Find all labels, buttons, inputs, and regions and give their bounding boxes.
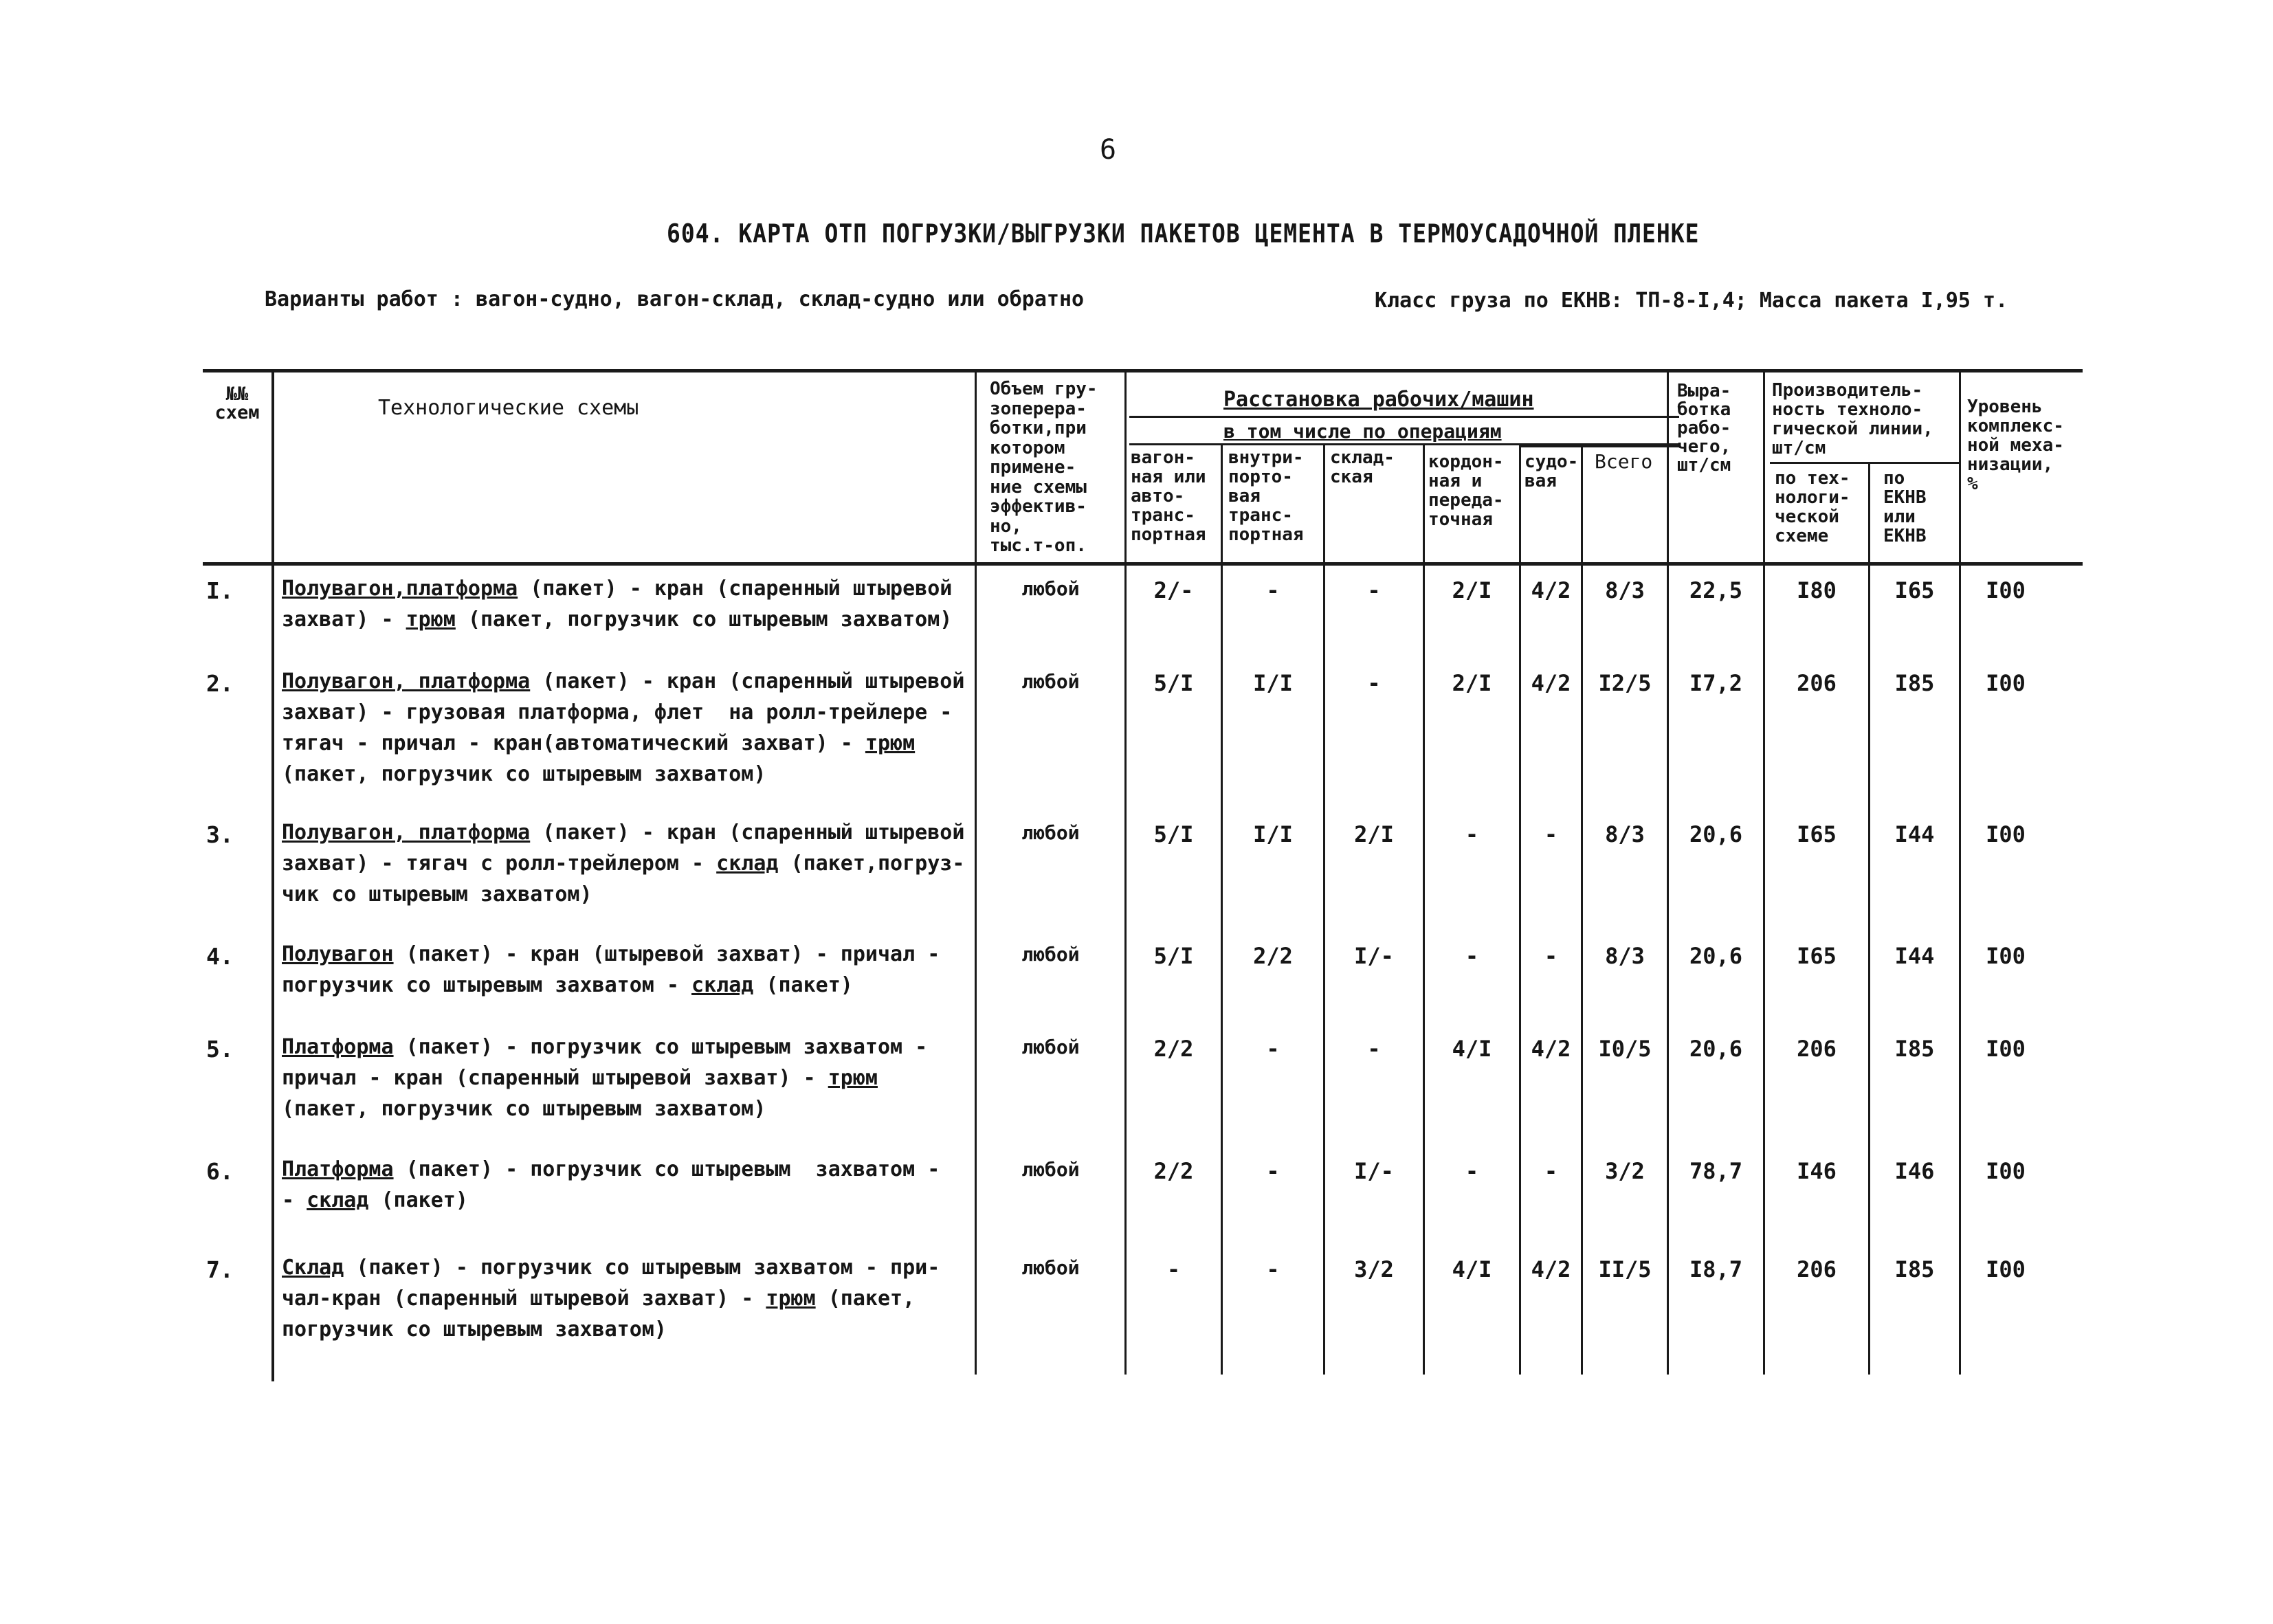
header-by-tech: по тех- нологи- ческой схеме (1775, 468, 1850, 546)
row-number: I. (206, 577, 234, 604)
volume-cell: любой (1021, 577, 1080, 600)
warehouse-cell: I/- (1354, 943, 1394, 969)
by-tech-cell: 206 (1797, 1256, 1837, 1282)
cordon-cell: 4/I (1452, 1256, 1492, 1282)
header-volume: Объем гру- зоперера- ботки,при котором примене- ние схемы эффектив- но, тыс.т-оп. (990, 379, 1098, 556)
by-tech-cell: 206 (1797, 670, 1837, 696)
total-cell: II/5 (1598, 1256, 1652, 1282)
placement-rule (1129, 416, 1679, 418)
col-rule-1 (271, 371, 274, 1381)
total-cell: 3/2 (1605, 1158, 1645, 1184)
intraport-cell: I/I (1253, 821, 1293, 847)
intraport-cell: - (1266, 1036, 1280, 1062)
intraport-cell: I/I (1253, 670, 1293, 696)
by-eknv-cell: I85 (1894, 1256, 1935, 1282)
col-rule-10 (1763, 371, 1765, 1375)
by-eknv-cell: I44 (1894, 821, 1935, 847)
cordon-cell: - (1465, 943, 1479, 969)
volume-cell: любой (1021, 943, 1080, 966)
volume-cell: любой (1021, 821, 1080, 844)
table-top-rule (203, 369, 2083, 372)
total-cell: I2/5 (1598, 670, 1652, 696)
scheme-text: Полувагон, платформа (пакет) - кран (спаренный штыревой захват) - тягач с ролл-трейлером - склад (пакет,погруз- чик со штыревым захватом) (282, 821, 965, 906)
volume-cell: любой (1021, 1036, 1080, 1058)
mechanization-cell: I00 (1986, 943, 2026, 969)
ship-cell: - (1544, 943, 1558, 969)
scheme-text: Полувагон, платформа (пакет) - кран (спаренный штыревой захват) - грузовая платформа, флет на ролл-трейлере - тягач - причал - кран(автоматический захват) - трюм (пакет, погрузчик со штыревым захватом) (282, 669, 965, 786)
mechanization-cell: I00 (1986, 1158, 2026, 1184)
intraport-cell: - (1266, 1158, 1280, 1184)
total-cell: 8/3 (1605, 577, 1645, 603)
page-number: 6 (1100, 134, 1117, 166)
document-title: 604. КАРТА ОТП ПОГРУЗКИ/ВЫГРУЗКИ ПАКЕТОВ ЦЕМЕНТА В ТЕРМОУСАДОЧНОЙ ПЛЕНКЕ (667, 219, 1700, 249)
ship-cell: 4/2 (1531, 577, 1571, 603)
row-number: 4. (206, 943, 234, 970)
row-number: 2. (206, 670, 234, 697)
cordon-cell: 4/I (1452, 1036, 1492, 1062)
header-ship: судо- вая (1524, 452, 1579, 491)
row-number: 7. (206, 1256, 234, 1283)
warehouse-cell: 3/2 (1354, 1256, 1394, 1282)
warehouse-cell: - (1367, 1036, 1381, 1062)
output-cell: I7,2 (1689, 670, 1743, 696)
scheme-text: Платформа (пакет) - погрузчик со штыревым захватом - причал - кран (спаренный штыревой захват) - трюм (пакет, погрузчик со штыревым захватом) (282, 1035, 928, 1121)
header-warehouse: склад- ская (1330, 447, 1395, 487)
header-cordon: кордон- ная и переда- точная (1428, 452, 1504, 530)
scheme-text: Полувагон,платформа (пакет) - кран (спаренный штыревой захват) - трюм (пакет, погрузчик со штыревым захватом) (282, 577, 953, 632)
warehouse-cell: 2/I (1354, 821, 1394, 847)
cordon-cell: - (1465, 821, 1479, 847)
cordon-cell: 2/I (1452, 577, 1492, 603)
wagon-cell: 5/I (1153, 943, 1194, 969)
wagon-cell: 5/I (1153, 670, 1194, 696)
by-eknv-cell: I85 (1894, 670, 1935, 696)
header-productivity: Производитель- ность техноло- гической линии, шт/см (1772, 380, 1933, 458)
work-variants: Варианты работ : вагон-судно, вагон-склад, склад-судно или обратно (265, 287, 1085, 311)
header-total: Всего (1595, 450, 1653, 473)
total-cell: I0/5 (1598, 1036, 1652, 1062)
volume-cell: любой (1021, 670, 1080, 693)
wagon-cell: 2/2 (1153, 1036, 1194, 1062)
mechanization-cell: I00 (1986, 1256, 2026, 1282)
col-rule-12 (1959, 371, 1961, 1375)
output-cell: 20,6 (1689, 821, 1743, 847)
warehouse-cell: I/- (1354, 1158, 1394, 1184)
wagon-cell: 5/I (1153, 821, 1194, 847)
by-tech-cell: I65 (1797, 821, 1837, 847)
total-cell: 8/3 (1605, 821, 1645, 847)
output-cell: 22,5 (1689, 577, 1743, 603)
warehouse-cell: - (1367, 577, 1381, 603)
by-eknv-cell: I44 (1894, 943, 1935, 969)
scheme-text: Платформа (пакет) - погрузчик со штыревым захватом - - склад (пакет) (282, 1157, 940, 1212)
wagon-cell: 2/- (1153, 577, 1194, 603)
ship-cell: - (1544, 1158, 1558, 1184)
ship-cell: 4/2 (1531, 670, 1571, 696)
productivity-rule (1770, 462, 1959, 464)
header-including: в том числе по операциям (1223, 420, 1502, 443)
ship-cell: 4/2 (1531, 1256, 1571, 1282)
row-number: 6. (206, 1158, 234, 1185)
by-tech-cell: 206 (1797, 1036, 1837, 1062)
wagon-cell: 2/2 (1153, 1158, 1194, 1184)
by-eknv-cell: I85 (1894, 1036, 1935, 1062)
header-output: Выра- ботка рабо- чего, шт/см (1677, 381, 1731, 476)
cordon-cell: 2/I (1452, 670, 1492, 696)
header-bottom-rule (203, 562, 2083, 566)
by-tech-cell: I65 (1797, 943, 1837, 969)
output-cell: 78,7 (1689, 1158, 1743, 1184)
mechanization-cell: I00 (1986, 670, 2026, 696)
col-rule-2 (975, 371, 977, 1375)
intraport-cell: - (1266, 1256, 1280, 1282)
mechanization-cell: I00 (1986, 821, 2026, 847)
ship-cell: 4/2 (1531, 1036, 1571, 1062)
scheme-text: Полувагон (пакет) - кран (штыревой захват) - причал - погрузчик со штыревым захватом - склад (пакет) (282, 942, 940, 997)
header-wagon: вагон- ная или авто- транс- портная (1131, 447, 1206, 545)
cordon-cell: - (1465, 1158, 1479, 1184)
intraport-cell: 2/2 (1253, 943, 1293, 969)
header-mechanization: Уровень комплекс- ной меха- низации, % (1967, 397, 2064, 494)
header-placement: Расстановка рабочих/машин (1223, 388, 1534, 412)
header-schemes: Технологические схемы (378, 396, 639, 420)
col-rule-9 (1667, 371, 1669, 1375)
output-cell: 20,6 (1689, 943, 1743, 969)
mechanization-cell: I00 (1986, 577, 2026, 603)
header-by-eknv: по ЕКНВ или ЕКНВ (1883, 468, 1927, 546)
header-intraport: внутри- порто- вая транс- портная (1228, 447, 1304, 545)
scheme-text: Склад (пакет) - погрузчик со штыревым захватом - при- чал-кран (спаренный штыревой захват) - трюм (пакет, погрузчик со штыревым захватом) (282, 1256, 940, 1342)
row-number: 3. (206, 821, 234, 848)
col-rule-3 (1124, 371, 1127, 1375)
volume-cell: любой (1021, 1256, 1080, 1279)
by-tech-cell: I46 (1797, 1158, 1837, 1184)
output-cell: I8,7 (1689, 1256, 1743, 1282)
by-tech-cell: I80 (1797, 577, 1837, 603)
cargo-class: Класс груза по ЕКНВ: ТП-8-I,4; Масса пакета I,95 т. (1375, 289, 2008, 313)
subcol-rule (1519, 445, 1679, 447)
row-number: 5. (206, 1036, 234, 1063)
mechanization-cell: I00 (1986, 1036, 2026, 1062)
warehouse-cell: - (1367, 670, 1381, 696)
header-num: №№ схем (214, 383, 260, 423)
ship-cell: - (1544, 821, 1558, 847)
intraport-cell: - (1266, 577, 1280, 603)
total-cell: 8/3 (1605, 943, 1645, 969)
by-eknv-cell: I65 (1894, 577, 1935, 603)
output-cell: 20,6 (1689, 1036, 1743, 1062)
volume-cell: любой (1021, 1158, 1080, 1181)
by-eknv-cell: I46 (1894, 1158, 1935, 1184)
wagon-cell: - (1166, 1256, 1181, 1282)
